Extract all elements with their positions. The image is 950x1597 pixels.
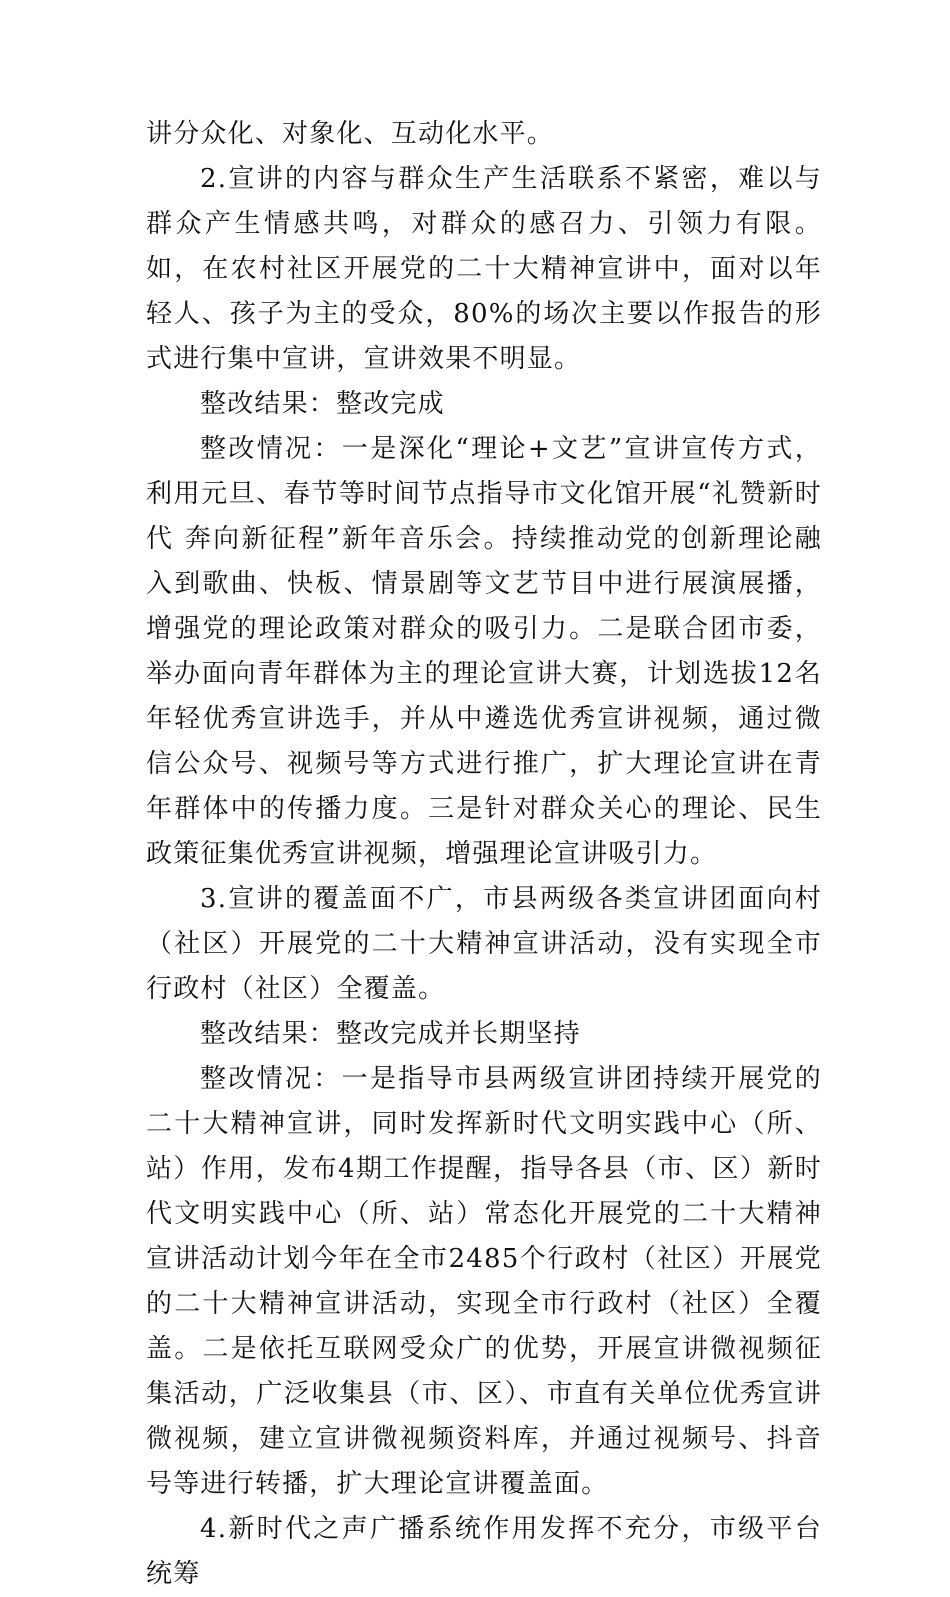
paragraph-status-2: 整改情况：一是深化“理论+文艺”宣讲宣传方式，利用元旦、春节等时间节点指导市文化馆开展“礼赞新时代 奔向新征程”新年音乐会。持续推动党的创新理论融入到歌曲、快板、情景剧等文艺节目中进行展演展播，增强党的理论政策对群众的吸引力。二是联合团市委，举办面向青年群体为主的理论宣讲大赛，计划选拔12名年轻优秀宣讲选手，并从中遴选优秀宣讲视频，通过微信公众号、视频号等方式进行推广，扩大理论宣讲在青年群体中的传播力度。三是针对群众关心的理论、民生政策征集优秀宣讲视频，增强理论宣讲吸引力。 [146, 434, 822, 869]
paragraph-issue-3: 3.宣讲的覆盖面不广，市县两级各类宣讲团面向村（社区）开展党的二十大精神宣讲活动，没有实现全市行政村（社区）全覆盖。 [146, 884, 822, 1004]
paragraph-result-3: 整改结果：整改完成并长期坚持 [200, 1019, 581, 1049]
paragraph-issue-4: 4.新时代之声广播系统作用发挥不充分，市级平台统筹 [146, 1514, 822, 1589]
paragraph-continuation: 讲分众化、对象化、互动化水平。 [146, 119, 555, 149]
document-body [146, 112, 822, 1597]
paragraph-result-2: 整改结果：整改完成 [200, 389, 445, 419]
paragraph-issue-2: 2.宣讲的内容与群众生产生活联系不紧密，难以与群众产生情感共鸣，对群众的感召力、引领力有限。如，在农村社区开展党的二十大精神宣讲中，面对以年轻人、孩子为主的受众，80%的场次主要以作报告的形式进行集中宣讲，宣讲效果不明显。 [146, 164, 822, 374]
paragraph-status-3: 整改情况：一是指导市县两级宣讲团持续开展党的二十大精神宣讲，同时发挥新时代文明实践中心（所、站）作用，发布4期工作提醒，指导各县（市、区）新时代文明实践中心（所、站）常态化开展党的二十大精神宣讲活动计划今年在全市2485个行政村（社区）开展党的二十大精神宣讲活动，实现全市行政村（社区）全覆盖。二是依托互联网受众广的优势，开展宣讲微视频征集活动，广泛收集县（市、区）、市直有关单位优秀宣讲微视频，建立宣讲微视频资料库，并通过视频号、抖音号等进行转播，扩大理论宣讲覆盖面。 [146, 1064, 822, 1499]
